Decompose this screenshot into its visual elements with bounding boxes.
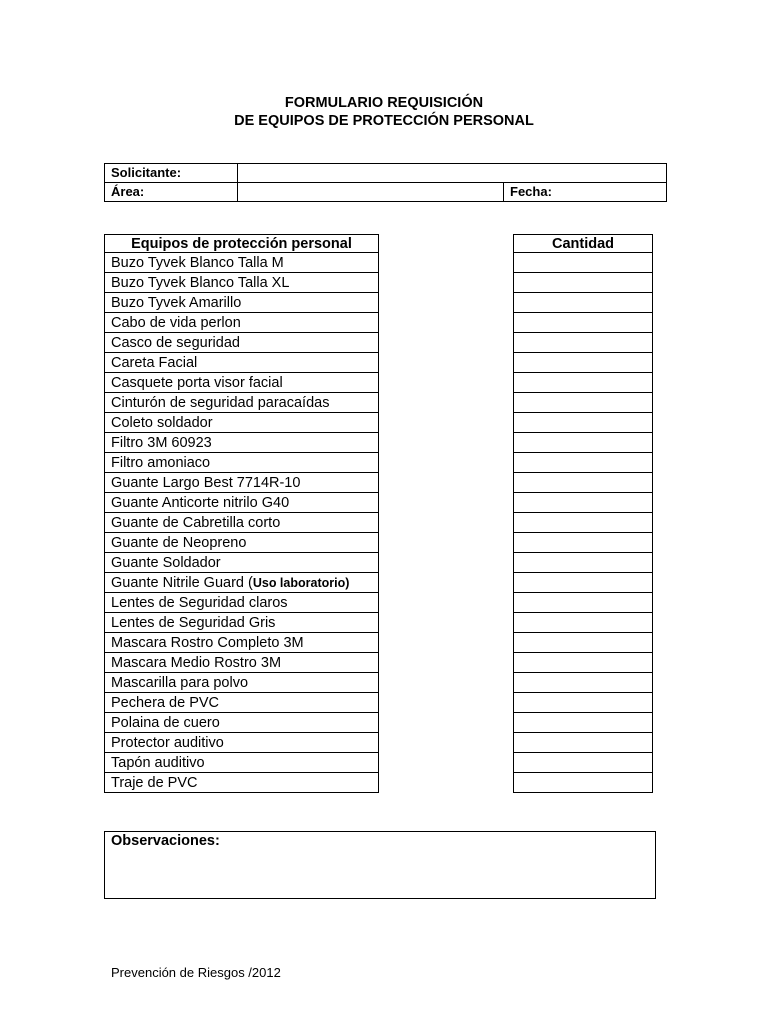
qty-row [514, 773, 653, 793]
qty-cell[interactable] [514, 373, 653, 393]
qty-cell[interactable] [514, 493, 653, 513]
qty-row [514, 493, 653, 513]
item-label [105, 773, 379, 793]
item-label [105, 253, 379, 273]
qty-row [514, 253, 653, 273]
item-label [105, 533, 379, 553]
item-text: Guante Nitrile Guard ( [111, 574, 253, 591]
item-row [105, 473, 379, 493]
item-row [105, 653, 379, 673]
item-row [105, 613, 379, 633]
qty-row [514, 453, 653, 473]
item-label [105, 573, 379, 593]
item-label [105, 513, 379, 533]
item-label [105, 333, 379, 353]
qty-header-row [514, 235, 653, 253]
item-row [105, 273, 379, 293]
qty-row [514, 333, 653, 353]
item-row [105, 493, 379, 513]
qty-cell[interactable] [514, 293, 653, 313]
item-row [105, 733, 379, 753]
item-label [105, 393, 379, 413]
item-label [105, 593, 379, 613]
observaciones-label: Observaciones: [111, 833, 220, 849]
qty-row [514, 593, 653, 613]
item-row [105, 353, 379, 373]
item-row [105, 713, 379, 733]
item-row [105, 673, 379, 693]
qty-row [514, 273, 653, 293]
item-label [105, 733, 379, 753]
item-text: Protector auditivo [111, 734, 224, 751]
qty-row [514, 513, 653, 533]
qty-cell[interactable] [514, 433, 653, 453]
item-text: Mascara Medio Rostro 3M [111, 654, 282, 671]
item-text: Filtro 3M 60923 [111, 434, 212, 451]
item-text: Guante de Neopreno [111, 534, 247, 551]
item-label [105, 713, 379, 733]
qty-row [514, 733, 653, 753]
qty-row [514, 533, 653, 553]
item-row [105, 413, 379, 433]
qty-cell[interactable] [514, 273, 653, 293]
qty-cell[interactable] [514, 713, 653, 733]
qty-cell[interactable] [514, 633, 653, 653]
item-text: Pechera de PVC [111, 694, 220, 711]
qty-cell[interactable] [514, 253, 653, 273]
items-header: Equipos de protección personal [105, 235, 379, 253]
item-row [105, 333, 379, 353]
qty-header: Cantidad [514, 235, 653, 253]
item-label [105, 613, 379, 633]
item-row [105, 253, 379, 273]
qty-cell[interactable] [514, 313, 653, 333]
item-label [105, 453, 379, 473]
item-text: Buzo Tyvek Blanco Talla XL [111, 274, 290, 291]
item-label [105, 693, 379, 713]
qty-row [514, 473, 653, 493]
item-label [105, 633, 379, 653]
qty-row [514, 313, 653, 333]
qty-cell[interactable] [514, 733, 653, 753]
qty-row [514, 633, 653, 653]
qty-cell[interactable] [514, 333, 653, 353]
solicitante-row [105, 164, 667, 183]
item-text: Careta Facial [111, 354, 198, 371]
observaciones-box[interactable] [104, 831, 656, 899]
item-text: Traje de PVC [111, 774, 198, 791]
item-row [105, 573, 379, 593]
item-label [105, 413, 379, 433]
item-text: Casquete porta visor facial [111, 374, 283, 391]
item-row [105, 293, 379, 313]
area-row [105, 183, 667, 202]
qty-row [514, 293, 653, 313]
item-text: Buzo Tyvek Amarillo [111, 294, 242, 311]
qty-row [514, 433, 653, 453]
qty-row [514, 653, 653, 673]
solicitante-field[interactable] [238, 164, 667, 183]
item-row [105, 373, 379, 393]
qty-cell[interactable] [514, 673, 653, 693]
item-text: Polaina de cuero [111, 714, 220, 731]
item-text: Mascarilla para polvo [111, 674, 249, 691]
quantity-table [513, 234, 653, 793]
qty-cell[interactable] [514, 593, 653, 613]
item-label [105, 653, 379, 673]
qty-row [514, 573, 653, 593]
item-row [105, 513, 379, 533]
items-header-row [105, 235, 379, 253]
qty-cell[interactable] [514, 553, 653, 573]
fecha-label: Fecha: [510, 184, 552, 199]
item-text: Guante de Cabretilla corto [111, 514, 281, 531]
item-row [105, 313, 379, 333]
item-label [105, 293, 379, 313]
item-text: Coleto soldador [111, 414, 213, 431]
item-label [105, 273, 379, 293]
area-field[interactable] [238, 183, 504, 202]
item-text: Cinturón de seguridad paracaídas [111, 394, 330, 411]
item-text: Buzo Tyvek Blanco Talla M [111, 254, 284, 271]
item-text: Guante Anticorte nitrilo G40 [111, 494, 290, 511]
item-label [105, 673, 379, 693]
item-label [105, 433, 379, 453]
form-title-line1: FORMULARIO REQUISICIÓN [284, 95, 484, 111]
qty-row [514, 553, 653, 573]
qty-row [514, 353, 653, 373]
item-note: Uso laboratorio) [252, 575, 350, 590]
qty-row [514, 613, 653, 633]
qty-cell[interactable] [514, 773, 653, 793]
qty-cell[interactable] [514, 533, 653, 553]
item-row [105, 693, 379, 713]
footer-text: Prevención de Riesgos /2012 [111, 965, 281, 980]
ppe-items-table [104, 234, 379, 793]
qty-row [514, 673, 653, 693]
qty-row [514, 713, 653, 733]
item-text: Lentes de Seguridad claros [111, 594, 288, 611]
item-label [105, 553, 379, 573]
qty-cell[interactable] [514, 353, 653, 373]
solicitante-label: Solicitante: [105, 164, 238, 183]
item-text: Filtro amoniaco [111, 454, 211, 471]
requester-info-table [104, 163, 667, 202]
item-row [105, 633, 379, 653]
qty-row [514, 373, 653, 393]
qty-cell[interactable] [514, 413, 653, 433]
qty-row [514, 413, 653, 433]
item-row [105, 533, 379, 553]
item-text: Tapón auditivo [111, 754, 205, 771]
area-label: Área: [105, 183, 238, 202]
qty-cell[interactable] [514, 513, 653, 533]
item-text: Casco de seguridad [111, 334, 240, 351]
qty-row [514, 753, 653, 773]
qty-cell[interactable] [514, 653, 653, 673]
item-label [105, 473, 379, 493]
qty-cell[interactable] [514, 473, 653, 493]
item-row [105, 753, 379, 773]
qty-cell[interactable] [514, 573, 653, 593]
item-row [105, 433, 379, 453]
qty-row [514, 693, 653, 713]
item-label [105, 493, 379, 513]
item-label [105, 753, 379, 773]
item-text: Cabo de vida perlon [111, 314, 241, 331]
form-title-line2: DE EQUIPOS DE PROTECCIÓN PERSONAL [234, 113, 534, 129]
qty-cell[interactable] [514, 453, 653, 473]
qty-cell[interactable] [514, 393, 653, 413]
fecha-field[interactable] [504, 183, 667, 202]
qty-cell[interactable] [514, 693, 653, 713]
qty-cell[interactable] [514, 753, 653, 773]
item-row [105, 453, 379, 473]
item-row [105, 593, 379, 613]
item-text: Guante Largo Best 7714R-10 [111, 474, 301, 491]
item-text: Mascara Rostro Completo 3M [111, 634, 304, 651]
item-label [105, 353, 379, 373]
qty-row [514, 393, 653, 413]
item-text: Guante Soldador [111, 554, 221, 571]
item-label [105, 373, 379, 393]
item-text: Lentes de Seguridad Gris [111, 614, 276, 631]
item-label [105, 313, 379, 333]
qty-cell[interactable] [514, 613, 653, 633]
item-row [105, 773, 379, 793]
item-row [105, 393, 379, 413]
item-row [105, 553, 379, 573]
